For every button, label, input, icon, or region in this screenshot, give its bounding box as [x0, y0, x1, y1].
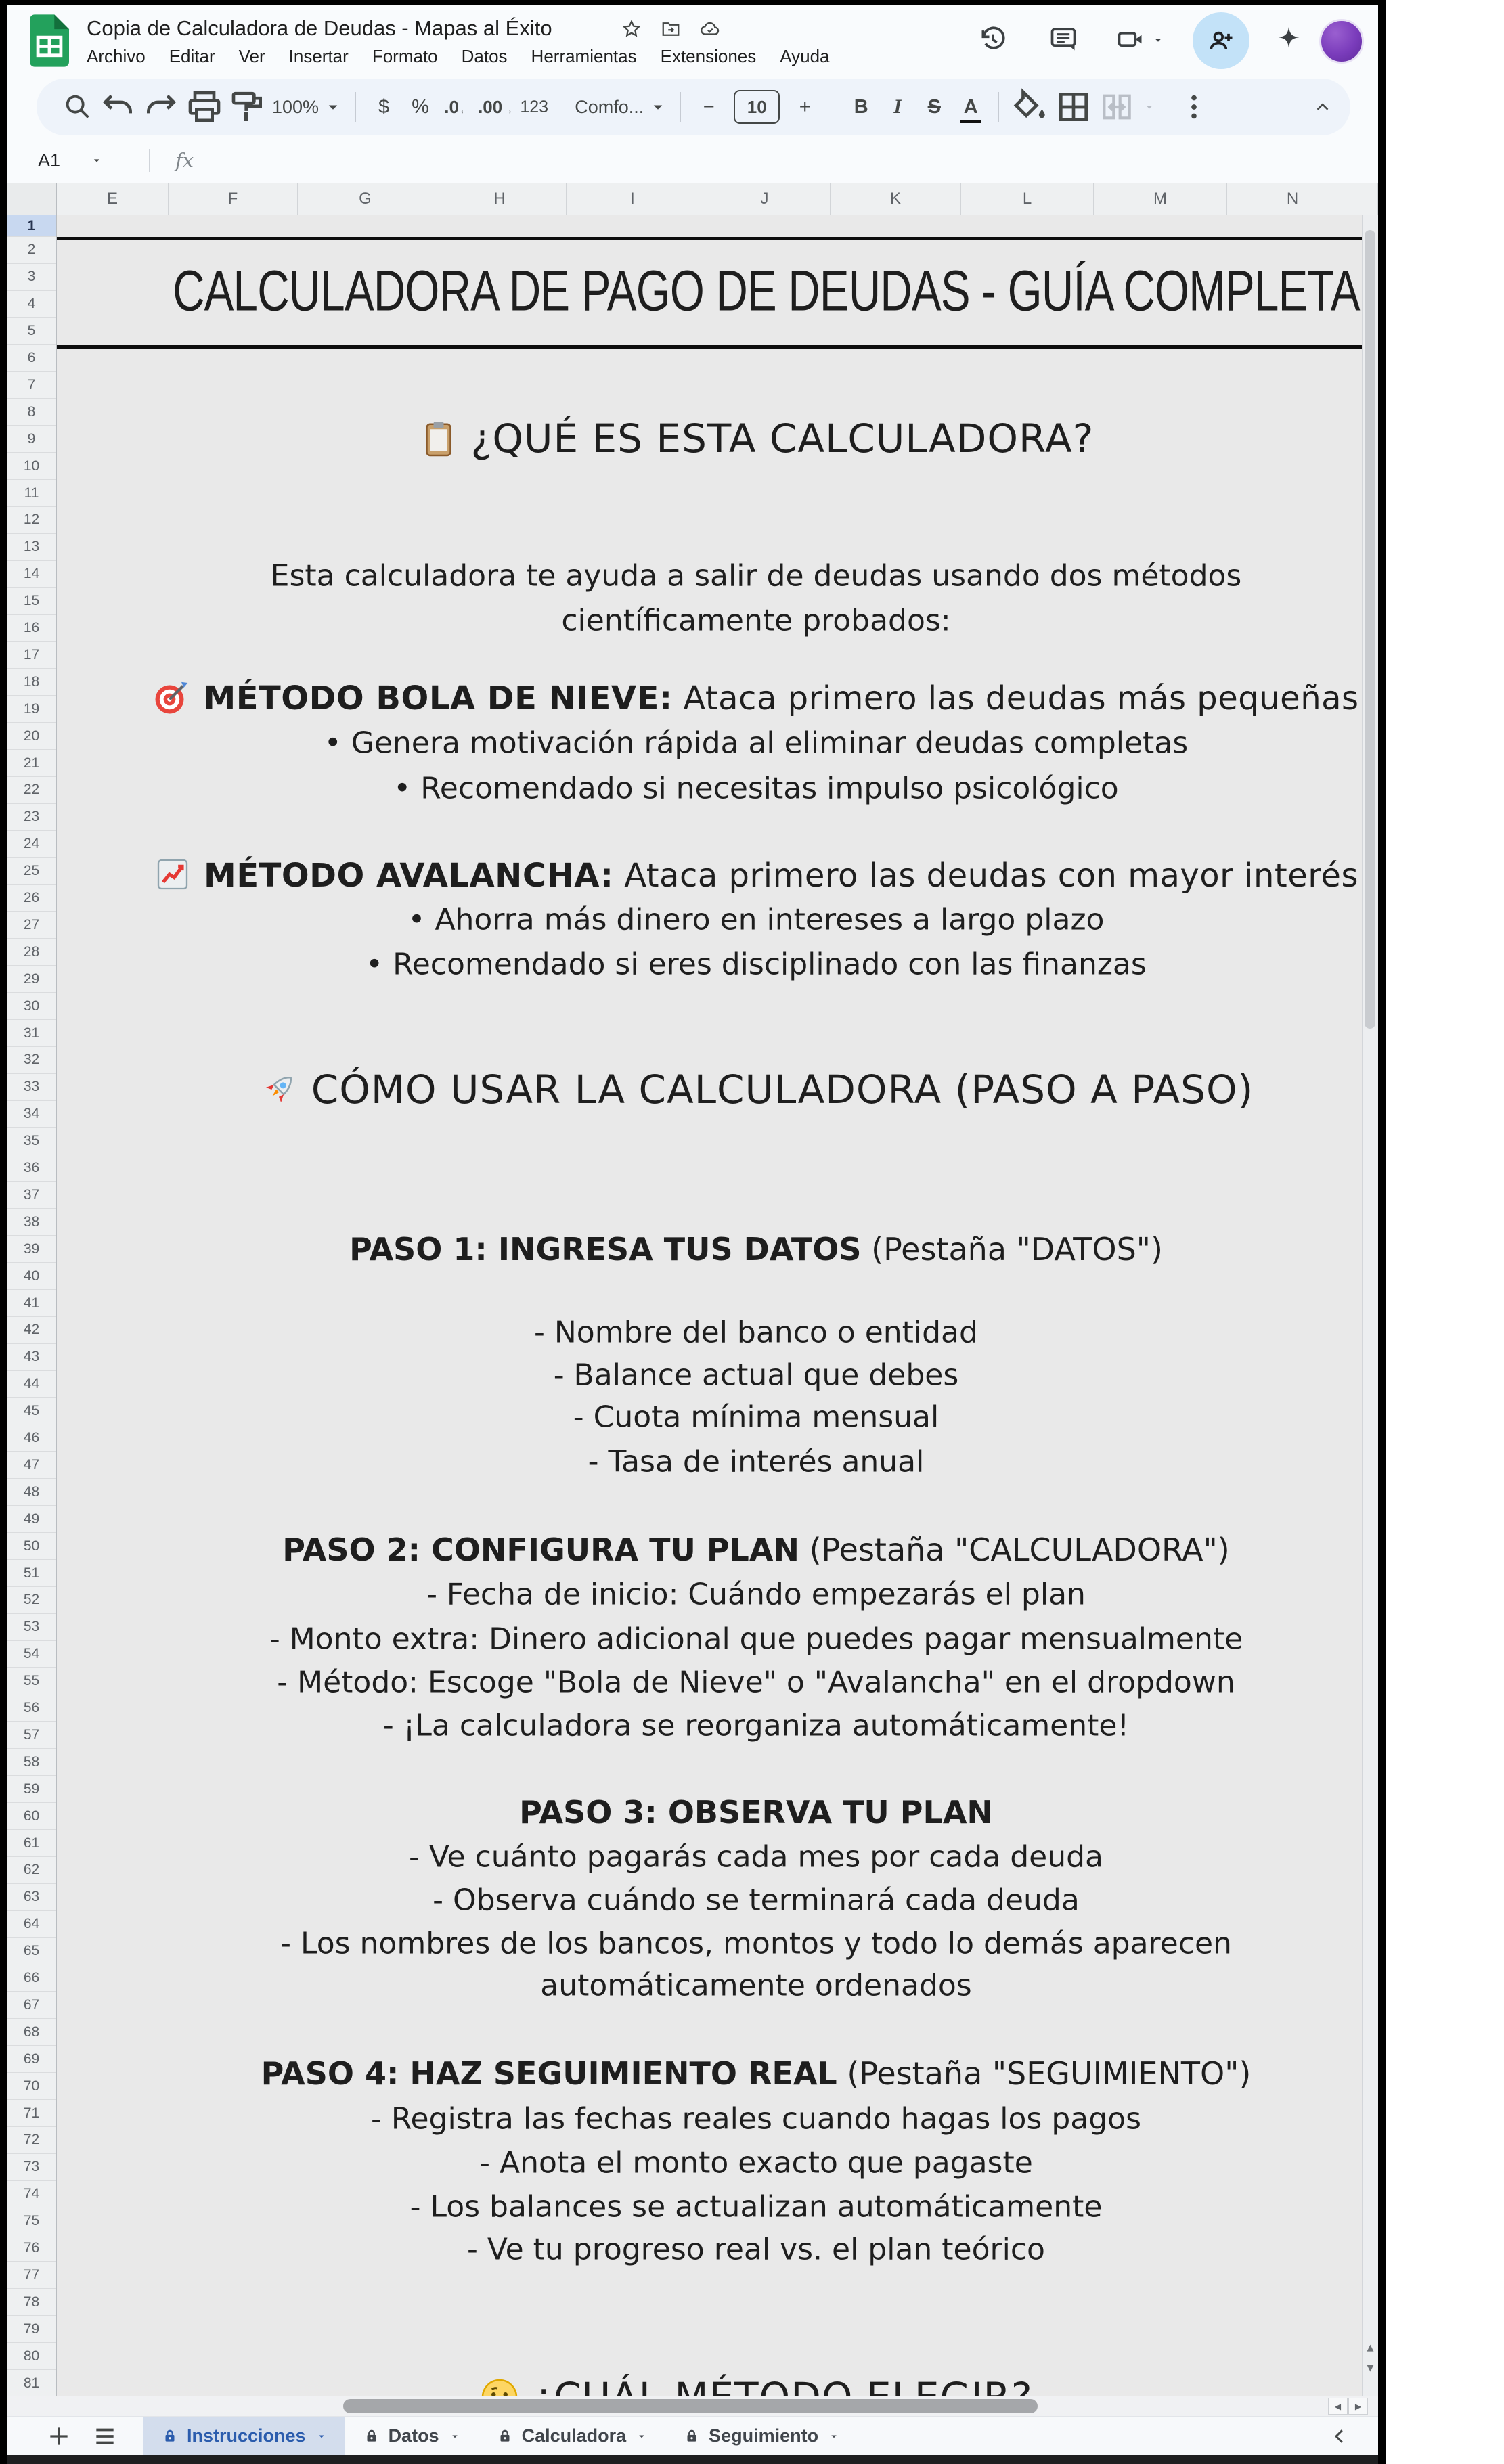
clipboard-icon: [418, 418, 459, 459]
row-header-19[interactable]: 19: [7, 696, 56, 723]
line-text: - Balance actual que debes: [553, 1358, 959, 1393]
sheet-line-body: [8, 1316, 1504, 1350]
sheet-line-body: [8, 2102, 1504, 2136]
sheet-line-body: [8, 1665, 1504, 1700]
row-header-7[interactable]: 7: [7, 372, 56, 399]
line-strong-text: PASO 2: CONFIGURA TU PLAN: [282, 1531, 799, 1568]
line-text: CALCULADORA DE PAGO DE DEUDAS - GUÍA COMPLETA: [173, 259, 1360, 323]
line-text: • Recomendado si eres disciplinado con las finanzas: [366, 947, 1147, 982]
add-sheet-icon[interactable]: [46, 2423, 72, 2449]
line-strong-text: MÉTODO AVALANCHA:: [204, 857, 614, 895]
increase-font-size-button[interactable]: +: [799, 95, 811, 118]
line-text: - Fecha de inicio: Cuándo empezarás el plan: [426, 1577, 1086, 1612]
row-header-72[interactable]: 72: [7, 2127, 56, 2154]
row-header-66[interactable]: 66: [7, 1965, 56, 1992]
row-header-27[interactable]: 27: [7, 912, 56, 939]
vertical-scrollbar[interactable]: [1362, 215, 1378, 2396]
horizontal-scrollbar[interactable]: [7, 2396, 1378, 2416]
font-family-value: Comfo...: [575, 96, 644, 117]
sheet-line-body: [8, 1927, 1504, 1961]
row-header-4[interactable]: 4: [7, 291, 56, 318]
zoom-value: 100%: [272, 96, 319, 117]
row-header-1[interactable]: 1: [7, 215, 56, 237]
bottom-strip: [7, 2455, 1378, 2464]
row-header-33[interactable]: 33: [7, 1074, 56, 1101]
tab-caret-icon[interactable]: [315, 2430, 328, 2442]
zoom-select[interactable]: [272, 88, 343, 126]
avatar[interactable]: [1319, 19, 1364, 64]
row-header-61[interactable]: 61: [7, 1830, 56, 1857]
sheet-line-method: [8, 855, 1504, 895]
folder-move-icon[interactable]: [661, 19, 681, 39]
row-header-69[interactable]: 69: [7, 2046, 56, 2073]
sheet-line-h3: [8, 1231, 1504, 1268]
row-header-28[interactable]: 28: [7, 939, 56, 966]
tab-seguimiento[interactable]: [665, 2417, 858, 2455]
tab-label: Datos: [388, 2425, 439, 2446]
strikethrough-button[interactable]: S: [927, 95, 941, 118]
sheet-tab-bar: [7, 2416, 1378, 2455]
vertical-scrollbar-thumb[interactable]: [1365, 230, 1375, 1029]
menu-archivo[interactable]: Archivo: [87, 46, 146, 66]
target-icon: [153, 678, 191, 716]
row-header-6[interactable]: 6: [7, 345, 56, 372]
menu-herramientas[interactable]: Herramientas: [531, 46, 637, 66]
redo-icon[interactable]: [142, 88, 180, 126]
row-header-23[interactable]: 23: [7, 804, 56, 831]
line-text: - Observa cuándo se terminará cada deuda: [433, 1883, 1080, 1918]
row-header-49[interactable]: 49: [7, 1506, 56, 1533]
column-header-F[interactable]: F: [169, 183, 298, 215]
toolbar-divider: [355, 92, 356, 122]
row-header-56[interactable]: 56: [7, 1695, 56, 1722]
row-header-22[interactable]: 22: [7, 777, 56, 804]
sheet-tabs: [143, 2417, 858, 2455]
all-sheets-icon[interactable]: [92, 2423, 118, 2449]
format-percent-button[interactable]: %: [412, 95, 429, 118]
tab-caret-icon[interactable]: [636, 2430, 648, 2442]
chart-icon: [154, 855, 192, 893]
row-header-40[interactable]: 40: [7, 1263, 56, 1290]
more-options-icon[interactable]: [1178, 88, 1210, 126]
row-header-34[interactable]: 34: [7, 1101, 56, 1128]
sheet-line-body: [8, 1840, 1504, 1875]
row-header-65[interactable]: 65: [7, 1938, 56, 1965]
row-header-70[interactable]: 70: [7, 2073, 56, 2100]
row-header-35[interactable]: 35: [7, 1128, 56, 1155]
menu-editar[interactable]: Editar: [169, 46, 215, 66]
dec-less-label: .0: [444, 96, 459, 117]
line-strong-text: MÉTODO BOLA DE NIEVE:: [203, 679, 673, 717]
line-text: automáticamente ordenados: [540, 1968, 972, 2003]
font-caret-icon: [648, 97, 668, 117]
select-all-corner[interactable]: [7, 183, 57, 215]
menu-formato[interactable]: Formato: [372, 46, 438, 66]
name-box[interactable]: [38, 150, 133, 171]
line-text: - Los nombres de los bancos, montos y todo lo demás aparecen: [280, 1926, 1232, 1961]
row-header-71[interactable]: 71: [7, 2100, 56, 2127]
column-header-L[interactable]: L: [961, 183, 1094, 215]
text-color-button[interactable]: A: [955, 88, 986, 126]
row-header-67[interactable]: 67: [7, 1992, 56, 2019]
scroll-up-icon[interactable]: ▲: [1367, 2342, 1374, 2353]
sheet-line-body: [8, 771, 1504, 806]
row-header-64[interactable]: 64: [7, 1911, 56, 1938]
line-text: - Método: Escoge "Bola de Nieve" o "Avalancha" en el dropdown: [277, 1665, 1235, 1700]
line-text: • Genera motivación rápida al eliminar deudas completas: [324, 725, 1189, 761]
column-header-E[interactable]: E: [57, 183, 169, 215]
search-icon[interactable]: [62, 88, 93, 126]
row-header-46[interactable]: 46: [7, 1425, 56, 1452]
sheet-cells[interactable]: [57, 215, 1362, 2396]
line-text: (Pestaña "DATOS"): [861, 1231, 1163, 1268]
tab-caret-icon[interactable]: [449, 2430, 461, 2442]
row-header-51[interactable]: 51: [7, 1560, 56, 1587]
lock-icon: [496, 2427, 514, 2445]
font-size-input[interactable]: 10: [734, 90, 780, 124]
line-text: - ¡La calculadora se reorganiza automáticamente!: [382, 1708, 1130, 1743]
row-header-54[interactable]: 54: [7, 1641, 56, 1668]
person-add-icon: [1206, 26, 1236, 55]
fill-color-icon[interactable]: [1011, 88, 1049, 126]
row-header-38[interactable]: 38: [7, 1209, 56, 1236]
line-text: - Monto extra: Dinero adicional que puedes pagar mensualmente: [269, 1621, 1243, 1657]
borders-icon[interactable]: [1055, 88, 1092, 126]
row-header-79[interactable]: 79: [7, 2316, 56, 2343]
sheet-line-body: [8, 1709, 1504, 1743]
row-header-9[interactable]: 9: [7, 426, 56, 453]
row-header-24[interactable]: 24: [7, 831, 56, 858]
row-header-58[interactable]: 58: [7, 1749, 56, 1776]
row-header-50[interactable]: 50: [7, 1533, 56, 1560]
arrow-left-icon: ←: [458, 105, 470, 116]
paint-format-icon[interactable]: [229, 88, 267, 126]
share-button[interactable]: [1193, 12, 1249, 69]
scroll-right-icon[interactable]: ▶: [1348, 2398, 1368, 2415]
decrease-decimals-button[interactable]: [441, 88, 472, 126]
line-text: - Tasa de interés anual: [588, 1444, 925, 1479]
row-header-43[interactable]: 43: [7, 1344, 56, 1371]
row-header-14[interactable]: 14: [7, 561, 56, 588]
line-text: - Cuota mínima mensual: [573, 1399, 939, 1435]
fx-icon: fx: [175, 149, 194, 172]
row-header-36[interactable]: 36: [7, 1155, 56, 1182]
row-header-37[interactable]: 37: [7, 1182, 56, 1209]
line-text: (Pestaña "CALCULADORA"): [799, 1531, 1230, 1568]
row-header-48[interactable]: 48: [7, 1479, 56, 1506]
row-header-25[interactable]: 25: [7, 858, 56, 885]
line-text: - Ve tu progreso real vs. el plan teórico: [467, 2232, 1045, 2267]
line-text: Ataca primero las deudas con mayor interés: [613, 857, 1358, 895]
tab-datos[interactable]: [345, 2417, 479, 2455]
cell-border-rule-top: [57, 237, 1362, 240]
row-header-73[interactable]: 73: [7, 2154, 56, 2181]
sheet-line-body: [8, 1883, 1504, 1918]
row-header-55[interactable]: 55: [7, 1668, 56, 1695]
column-header-G[interactable]: G: [298, 183, 433, 215]
sheet-line-body: [8, 2190, 1504, 2224]
menu-insertar[interactable]: Insertar: [288, 46, 349, 66]
row-header-53[interactable]: 53: [7, 1614, 56, 1641]
collapse-toolbar-icon[interactable]: [1312, 97, 1333, 117]
horizontal-scrollbar-thumb[interactable]: [343, 2399, 1038, 2413]
line-text: Esta calculadora te ayuda a salir de deudas usando dos métodos: [270, 558, 1242, 593]
row-header-63[interactable]: 63: [7, 1884, 56, 1911]
sheet-line-body: [8, 2233, 1504, 2267]
row-header-81[interactable]: 81: [7, 2370, 56, 2397]
sheet-line-body: [8, 1358, 1504, 1393]
line-text: • Recomendado si necesitas impulso psicológico: [393, 771, 1119, 806]
sheet-line-body: [8, 947, 1504, 982]
formula-divider: [149, 149, 150, 172]
sheet-line-h2: [8, 1067, 1504, 1113]
line-text: • Ahorra más dinero en intereses a largo plazo: [407, 902, 1105, 937]
sheet-line-body: [8, 1445, 1504, 1479]
row-header-80[interactable]: 80: [7, 2343, 56, 2370]
lock-icon: [683, 2427, 701, 2445]
menu-datos[interactable]: Datos: [461, 46, 508, 66]
sheet-line-h3: [8, 1531, 1504, 1568]
row-header-77[interactable]: 77: [7, 2262, 56, 2289]
sheet-line-body: [8, 726, 1504, 761]
tabbar-scroll-left-icon[interactable]: [1329, 2426, 1350, 2446]
row-header-62[interactable]: 62: [7, 1857, 56, 1884]
cloud-done-icon: [700, 19, 720, 39]
sheet-line-body: [8, 2146, 1504, 2180]
tab-label: Seguimiento: [709, 2425, 819, 2446]
column-headers: [7, 183, 1378, 215]
row-header-52[interactable]: 52: [7, 1587, 56, 1614]
row-header-60[interactable]: 60: [7, 1803, 56, 1830]
merge-cells-icon[interactable]: [1098, 88, 1136, 126]
row-header-74[interactable]: 74: [7, 2181, 56, 2208]
cell-border-rule-bottom: [57, 345, 1362, 349]
sheets-logo-icon[interactable]: [30, 14, 69, 68]
row-header-78[interactable]: 78: [7, 2289, 56, 2316]
line-text: - Nombre del banco o entidad: [534, 1315, 978, 1350]
line-strong-text: PASO 1: INGRESA TUS DATOS: [349, 1231, 862, 1268]
line-text: CÓMO USAR LA CALCULADORA (PASO A PASO): [311, 1067, 1254, 1113]
bold-button[interactable]: B: [854, 95, 868, 118]
menu-extensiones[interactable]: Extensiones: [660, 46, 757, 66]
row-header-39[interactable]: 39: [7, 1236, 56, 1263]
rocket-icon: [259, 1069, 299, 1110]
sheet-line-body: [8, 1969, 1504, 2003]
row-header-13[interactable]: 13: [7, 534, 56, 561]
cell-reference: A1: [38, 150, 61, 171]
star-icon[interactable]: [621, 19, 642, 39]
column-header-N[interactable]: N: [1227, 183, 1358, 215]
line-text: - Anota el monto exacto que pagaste: [479, 2145, 1033, 2180]
format-currency-button[interactable]: $: [378, 95, 390, 118]
row-header-68[interactable]: 68: [7, 2019, 56, 2046]
sheet-line-title: [173, 259, 1360, 324]
merge-caret-icon[interactable]: [1143, 100, 1156, 114]
row-header-47[interactable]: 47: [7, 1452, 56, 1479]
column-header-partial[interactable]: [1358, 183, 1378, 215]
arrow-right-icon: →: [502, 105, 514, 116]
row-header-76[interactable]: 76: [7, 2235, 56, 2262]
tab-instrucciones[interactable]: [143, 2417, 345, 2455]
document-title[interactable]: Copia de Calculadora de Deudas - Mapas al Éxito: [87, 16, 552, 40]
row-header-20[interactable]: 20: [7, 723, 56, 750]
column-header-J[interactable]: J: [699, 183, 831, 215]
tab-calculadora[interactable]: [479, 2417, 666, 2455]
row-header-17[interactable]: 17: [7, 642, 56, 669]
row-header-30[interactable]: 30: [7, 993, 56, 1020]
dec-more-label: .00: [478, 96, 503, 117]
row-header-75[interactable]: 75: [7, 2208, 56, 2235]
print-icon[interactable]: [185, 88, 223, 126]
row-header-45[interactable]: 45: [7, 1398, 56, 1425]
toolbar-divider: [998, 92, 999, 122]
menu-ayuda[interactable]: Ayuda: [780, 46, 830, 66]
line-text: Ataca primero las deudas más pequeñas: [672, 679, 1359, 717]
menu-bar: [87, 46, 830, 67]
sheet-line-body: [8, 604, 1504, 638]
line-text: (Pestaña "SEGUIMIENTO"): [837, 2055, 1252, 2092]
row-header-2[interactable]: 2: [7, 237, 56, 264]
history-icon[interactable]: [978, 24, 1008, 54]
row-header-18[interactable]: 18: [7, 669, 56, 696]
scroll-left-icon[interactable]: ◀: [1328, 2398, 1348, 2415]
row-header-11[interactable]: 11: [7, 480, 56, 507]
row-header-3[interactable]: 3: [7, 264, 56, 291]
sheet-line-h3: [8, 1794, 1504, 1831]
line-strong-text: PASO 3: OBSERVA TU PLAN: [519, 1794, 993, 1831]
row-header-44[interactable]: 44: [7, 1371, 56, 1398]
row-header-16[interactable]: 16: [7, 615, 56, 642]
top-bar: [7, 5, 1378, 76]
row-header-32[interactable]: 32: [7, 1047, 56, 1074]
sheet-line-body: [8, 903, 1504, 937]
sheet-line-body: [8, 1400, 1504, 1435]
tab-label: Calculadora: [521, 2425, 627, 2446]
undo-icon[interactable]: [99, 88, 137, 126]
font-family-select[interactable]: [575, 88, 668, 126]
sheet-line-method: [8, 678, 1504, 717]
row-header-15[interactable]: 15: [7, 588, 56, 615]
row-header-31[interactable]: 31: [7, 1020, 56, 1047]
lock-icon: [363, 2427, 380, 2445]
row-header-42[interactable]: 42: [7, 1317, 56, 1344]
sheet-line-body: [8, 1622, 1504, 1657]
sheet-line-body: [8, 559, 1504, 593]
line-text: científicamente probados:: [561, 603, 951, 638]
tab-caret-icon[interactable]: [828, 2430, 840, 2442]
row-header-12[interactable]: 12: [7, 507, 56, 534]
row-header-57[interactable]: 57: [7, 1722, 56, 1749]
sheet-line-h3: [8, 2055, 1504, 2092]
document-title-icons: [621, 19, 720, 39]
column-header-H[interactable]: H: [433, 183, 567, 215]
gemini-icon[interactable]: [1273, 24, 1304, 55]
zoom-caret-icon: [323, 97, 343, 117]
row-header-8[interactable]: 8: [7, 399, 56, 426]
google-sheets-app: [7, 5, 1378, 2464]
sheet-content: [8, 215, 1504, 2396]
italic-button[interactable]: I: [893, 95, 902, 118]
column-header-I[interactable]: I: [567, 183, 699, 215]
videocam-icon[interactable]: [1115, 24, 1145, 54]
row-header-26[interactable]: 26: [7, 885, 56, 912]
tab-label: Instrucciones: [187, 2425, 306, 2446]
lock-icon: [161, 2427, 179, 2445]
scroll-down-icon[interactable]: ▼: [1367, 2362, 1374, 2373]
row-header-21[interactable]: 21: [7, 750, 56, 777]
column-header-K[interactable]: K: [831, 183, 961, 215]
formula-bar: [7, 138, 1378, 183]
sheet-line-h2: [8, 416, 1504, 462]
line-text: - Registra las fechas reales cuando hagas los pagos: [370, 2101, 1141, 2136]
videocam-caret-icon[interactable]: [1151, 32, 1166, 47]
line-text: ¿QUÉ ES ESTA CALCULADORA?: [470, 416, 1094, 462]
more-formats-button[interactable]: 123: [520, 97, 549, 116]
column-header-M[interactable]: M: [1094, 183, 1227, 215]
namebox-caret-icon[interactable]: [90, 154, 104, 167]
row-header-10[interactable]: 10: [7, 453, 56, 480]
decrease-font-size-button[interactable]: −: [703, 95, 715, 118]
line-text: - Los balances se actualizan automáticamente: [410, 2189, 1103, 2224]
row-header-41[interactable]: 41: [7, 1290, 56, 1317]
row-header-59[interactable]: 59: [7, 1776, 56, 1803]
line-strong-text: PASO 4: HAZ SEGUIMIENTO REAL: [261, 2055, 837, 2092]
row-header-29[interactable]: 29: [7, 966, 56, 993]
toolbar-divider: [680, 92, 681, 122]
line-text: - Ve cuánto pagarás cada mes por cada deuda: [408, 1839, 1104, 1875]
increase-decimals-button[interactable]: [478, 88, 513, 126]
menu-ver[interactable]: Ver: [238, 46, 265, 66]
sheet-line-body: [8, 1577, 1504, 1612]
row-header-5[interactable]: 5: [7, 318, 56, 345]
comment-icon[interactable]: [1048, 24, 1078, 54]
toolbar: [37, 79, 1350, 135]
